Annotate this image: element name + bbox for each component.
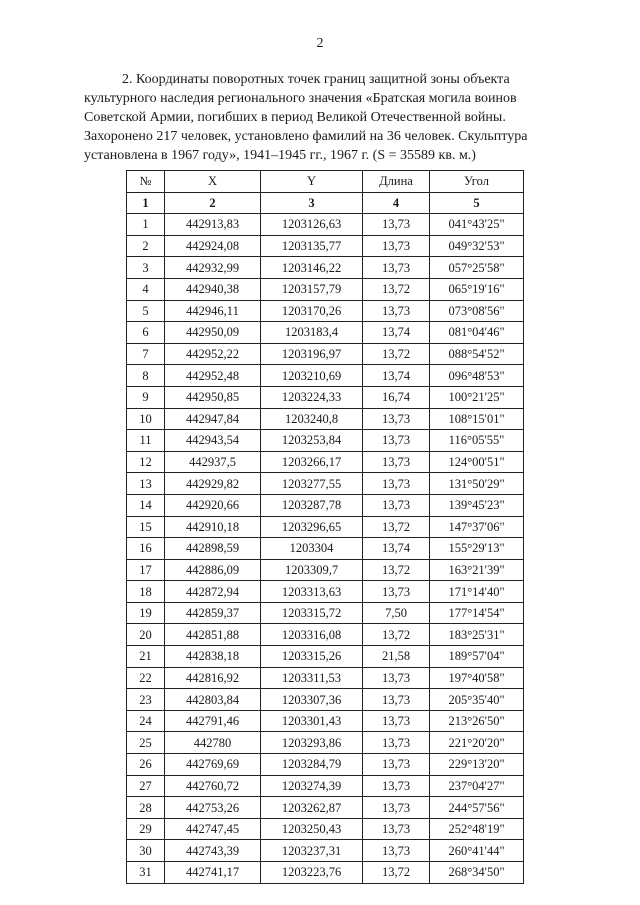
cell-x: 442913,83	[165, 214, 261, 236]
cell-y: 1203157,79	[261, 278, 363, 300]
cell-number: 20	[127, 624, 165, 646]
cell-y: 1203284,79	[261, 754, 363, 776]
cell-number: 12	[127, 451, 165, 473]
cell-number: 5	[127, 300, 165, 322]
cell-angle: 163°21'39"	[430, 559, 524, 581]
column-number: 2	[165, 192, 261, 214]
cell-angle: 155°29'13"	[430, 538, 524, 560]
table-row	[127, 646, 524, 668]
cell-x: 442741,17	[165, 862, 261, 884]
cell-length: 13,73	[363, 451, 430, 473]
coordinates-table	[126, 170, 524, 884]
table-row	[127, 667, 524, 689]
coordinates-paragraph	[84, 70, 580, 165]
cell-number: 7	[127, 343, 165, 365]
table-header-row	[127, 171, 524, 193]
cell-x: 442920,66	[165, 494, 261, 516]
cell-x: 442791,46	[165, 710, 261, 732]
table-row	[127, 473, 524, 495]
cell-number: 3	[127, 257, 165, 279]
cell-y: 1203210,69	[261, 365, 363, 387]
cell-y: 1203170,26	[261, 300, 363, 322]
cell-y: 1203316,08	[261, 624, 363, 646]
cell-y: 1203309,7	[261, 559, 363, 581]
cell-x: 442950,85	[165, 386, 261, 408]
cell-angle: 081°04'46"	[430, 322, 524, 344]
cell-angle: 041°43'25"	[430, 214, 524, 236]
column-number: 1	[127, 192, 165, 214]
cell-angle: 116°05'55"	[430, 430, 524, 452]
cell-x: 442743,39	[165, 840, 261, 862]
table-row	[127, 408, 524, 430]
cell-x: 442872,94	[165, 581, 261, 603]
cell-y: 1203287,78	[261, 494, 363, 516]
cell-length: 13,72	[363, 516, 430, 538]
table-row	[127, 538, 524, 560]
cell-number: 4	[127, 278, 165, 300]
cell-x: 442769,69	[165, 754, 261, 776]
cell-x: 442924,08	[165, 235, 261, 257]
table-row	[127, 365, 524, 387]
cell-number: 8	[127, 365, 165, 387]
cell-x: 442859,37	[165, 602, 261, 624]
table-row	[127, 257, 524, 279]
cell-number: 10	[127, 408, 165, 430]
table-row	[127, 322, 524, 344]
cell-y: 1203196,97	[261, 343, 363, 365]
cell-x: 442816,92	[165, 667, 261, 689]
cell-number: 11	[127, 430, 165, 452]
cell-x: 442898,59	[165, 538, 261, 560]
cell-length: 13,73	[363, 754, 430, 776]
cell-angle: 088°54'52"	[430, 343, 524, 365]
cell-y: 1203266,17	[261, 451, 363, 473]
cell-x: 442886,09	[165, 559, 261, 581]
cell-angle: 221°20'20"	[430, 732, 524, 754]
cell-angle: 229°13'20"	[430, 754, 524, 776]
cell-length: 21,58	[363, 646, 430, 668]
table-row	[127, 430, 524, 452]
cell-length: 13,74	[363, 365, 430, 387]
cell-angle: 131°50'29"	[430, 473, 524, 495]
cell-angle: 197°40'58"	[430, 667, 524, 689]
cell-number: 9	[127, 386, 165, 408]
cell-angle: 244°57'56"	[430, 797, 524, 819]
cell-y: 1203224,33	[261, 386, 363, 408]
cell-x: 442952,22	[165, 343, 261, 365]
cell-x: 442838,18	[165, 646, 261, 668]
cell-angle: 124°00'51"	[430, 451, 524, 473]
cell-angle: 205°35'40"	[430, 689, 524, 711]
table-row	[127, 300, 524, 322]
page-number: 2	[316, 36, 324, 51]
cell-length: 13,74	[363, 322, 430, 344]
cell-angle: 096°48'53"	[430, 365, 524, 387]
cell-angle: 049°32'53"	[430, 235, 524, 257]
cell-length: 13,72	[363, 559, 430, 581]
table-row	[127, 214, 524, 236]
cell-length: 13,72	[363, 343, 430, 365]
cell-number: 28	[127, 797, 165, 819]
cell-number: 6	[127, 322, 165, 344]
cell-angle: 065°19'16"	[430, 278, 524, 300]
cell-length: 13,73	[363, 408, 430, 430]
cell-y: 1203126,63	[261, 214, 363, 236]
cell-angle: 189°57'04"	[430, 646, 524, 668]
table-row	[127, 386, 524, 408]
cell-y: 1203146,22	[261, 257, 363, 279]
cell-angle: 057°25'58"	[430, 257, 524, 279]
cell-number: 15	[127, 516, 165, 538]
cell-x: 442760,72	[165, 775, 261, 797]
cell-angle: 139°45'23"	[430, 494, 524, 516]
cell-angle: 268°34'50"	[430, 862, 524, 884]
cell-x: 442780	[165, 732, 261, 754]
cell-length: 13,73	[363, 494, 430, 516]
header-angle: Угол	[430, 171, 524, 193]
cell-y: 1203304	[261, 538, 363, 560]
cell-angle: 108°15'01"	[430, 408, 524, 430]
cell-number: 27	[127, 775, 165, 797]
cell-number: 1	[127, 214, 165, 236]
cell-length: 16,74	[363, 386, 430, 408]
cell-y: 1203315,26	[261, 646, 363, 668]
table-row	[127, 797, 524, 819]
cell-length: 13,73	[363, 775, 430, 797]
cell-number: 17	[127, 559, 165, 581]
table-row	[127, 710, 524, 732]
paragraph-line: Советской Армии, погибших в период Великой Отечественной войны.	[84, 110, 506, 125]
column-number-row	[127, 192, 524, 214]
cell-length: 13,73	[363, 667, 430, 689]
cell-y: 1203223,76	[261, 862, 363, 884]
cell-x: 442932,99	[165, 257, 261, 279]
table-row	[127, 624, 524, 646]
cell-x: 442910,18	[165, 516, 261, 538]
table-row	[127, 602, 524, 624]
cell-number: 23	[127, 689, 165, 711]
table-body	[127, 214, 524, 883]
cell-y: 1203313,63	[261, 581, 363, 603]
cell-y: 1203311,53	[261, 667, 363, 689]
table-row	[127, 862, 524, 884]
cell-angle: 177°14'54"	[430, 602, 524, 624]
cell-y: 1203277,55	[261, 473, 363, 495]
cell-length: 13,73	[363, 235, 430, 257]
table-row	[127, 494, 524, 516]
cell-angle: 171°14'40"	[430, 581, 524, 603]
table-row	[127, 278, 524, 300]
cell-y: 1203183,4	[261, 322, 363, 344]
cell-length: 13,73	[363, 818, 430, 840]
cell-length: 13,73	[363, 581, 430, 603]
cell-number: 30	[127, 840, 165, 862]
cell-number: 24	[127, 710, 165, 732]
table-row	[127, 754, 524, 776]
cell-x: 442937,5	[165, 451, 261, 473]
column-number: 3	[261, 192, 363, 214]
table-row	[127, 516, 524, 538]
cell-y: 1203274,39	[261, 775, 363, 797]
cell-x: 442950,09	[165, 322, 261, 344]
cell-number: 29	[127, 818, 165, 840]
cell-angle: 183°25'31"	[430, 624, 524, 646]
cell-x: 442803,84	[165, 689, 261, 711]
cell-x: 442946,11	[165, 300, 261, 322]
header-length: Длина	[363, 171, 430, 193]
cell-x: 442947,84	[165, 408, 261, 430]
cell-number: 21	[127, 646, 165, 668]
header-x: X	[165, 171, 261, 193]
column-number: 4	[363, 192, 430, 214]
table-row	[127, 732, 524, 754]
cell-angle: 213°26'50"	[430, 710, 524, 732]
cell-length: 13,74	[363, 538, 430, 560]
paragraph-line: установлена в 1967 году», 1941–1945 гг., 1967 г. (S = 35589 кв. м.)	[84, 148, 476, 163]
cell-length: 13,73	[363, 732, 430, 754]
cell-number: 26	[127, 754, 165, 776]
table-row	[127, 818, 524, 840]
table-row	[127, 581, 524, 603]
paragraph-line: 2. Координаты поворотных точек границ защитной зоны объекта	[122, 72, 510, 87]
cell-y: 1203301,43	[261, 710, 363, 732]
paragraph-line: Захоронено 217 человек, установлено фамилий на 36 человек. Скульптура	[84, 129, 528, 144]
table-row	[127, 235, 524, 257]
cell-length: 7,50	[363, 602, 430, 624]
cell-x: 442747,45	[165, 818, 261, 840]
cell-y: 1203253,84	[261, 430, 363, 452]
cell-y: 1203250,43	[261, 818, 363, 840]
cell-number: 31	[127, 862, 165, 884]
table-row	[127, 689, 524, 711]
cell-angle: 252°48'19"	[430, 818, 524, 840]
table-row	[127, 343, 524, 365]
paragraph-line: культурного наследия регионального значения «Братская могила воинов	[84, 91, 517, 106]
cell-number: 14	[127, 494, 165, 516]
cell-number: 13	[127, 473, 165, 495]
cell-x: 442753,26	[165, 797, 261, 819]
cell-length: 13,73	[363, 430, 430, 452]
cell-number: 22	[127, 667, 165, 689]
header-number: №	[127, 171, 165, 193]
cell-x: 442940,38	[165, 278, 261, 300]
cell-y: 1203237,31	[261, 840, 363, 862]
cell-length: 13,73	[363, 300, 430, 322]
cell-length: 13,73	[363, 840, 430, 862]
table-row	[127, 559, 524, 581]
cell-length: 13,72	[363, 862, 430, 884]
cell-number: 2	[127, 235, 165, 257]
table-row	[127, 451, 524, 473]
cell-angle: 147°37'06"	[430, 516, 524, 538]
cell-length: 13,73	[363, 710, 430, 732]
cell-length: 13,73	[363, 797, 430, 819]
cell-angle: 100°21'25"	[430, 386, 524, 408]
cell-length: 13,72	[363, 278, 430, 300]
cell-y: 1203135,77	[261, 235, 363, 257]
cell-length: 13,73	[363, 214, 430, 236]
cell-x: 442952,48	[165, 365, 261, 387]
cell-x: 442943,54	[165, 430, 261, 452]
cell-length: 13,73	[363, 473, 430, 495]
cell-x: 442929,82	[165, 473, 261, 495]
cell-y: 1203315,72	[261, 602, 363, 624]
header-y: Y	[261, 171, 363, 193]
column-number: 5	[430, 192, 524, 214]
cell-length: 13,73	[363, 689, 430, 711]
cell-number: 25	[127, 732, 165, 754]
cell-x: 442851,88	[165, 624, 261, 646]
cell-y: 1203240,8	[261, 408, 363, 430]
cell-y: 1203262,87	[261, 797, 363, 819]
cell-number: 18	[127, 581, 165, 603]
cell-y: 1203307,36	[261, 689, 363, 711]
cell-y: 1203296,65	[261, 516, 363, 538]
cell-length: 13,73	[363, 257, 430, 279]
cell-y: 1203293,86	[261, 732, 363, 754]
cell-length: 13,72	[363, 624, 430, 646]
table-row	[127, 840, 524, 862]
table-row	[127, 775, 524, 797]
cell-angle: 237°04'27"	[430, 775, 524, 797]
cell-number: 16	[127, 538, 165, 560]
cell-angle: 073°08'56"	[430, 300, 524, 322]
cell-number: 19	[127, 602, 165, 624]
cell-angle: 260°41'44"	[430, 840, 524, 862]
